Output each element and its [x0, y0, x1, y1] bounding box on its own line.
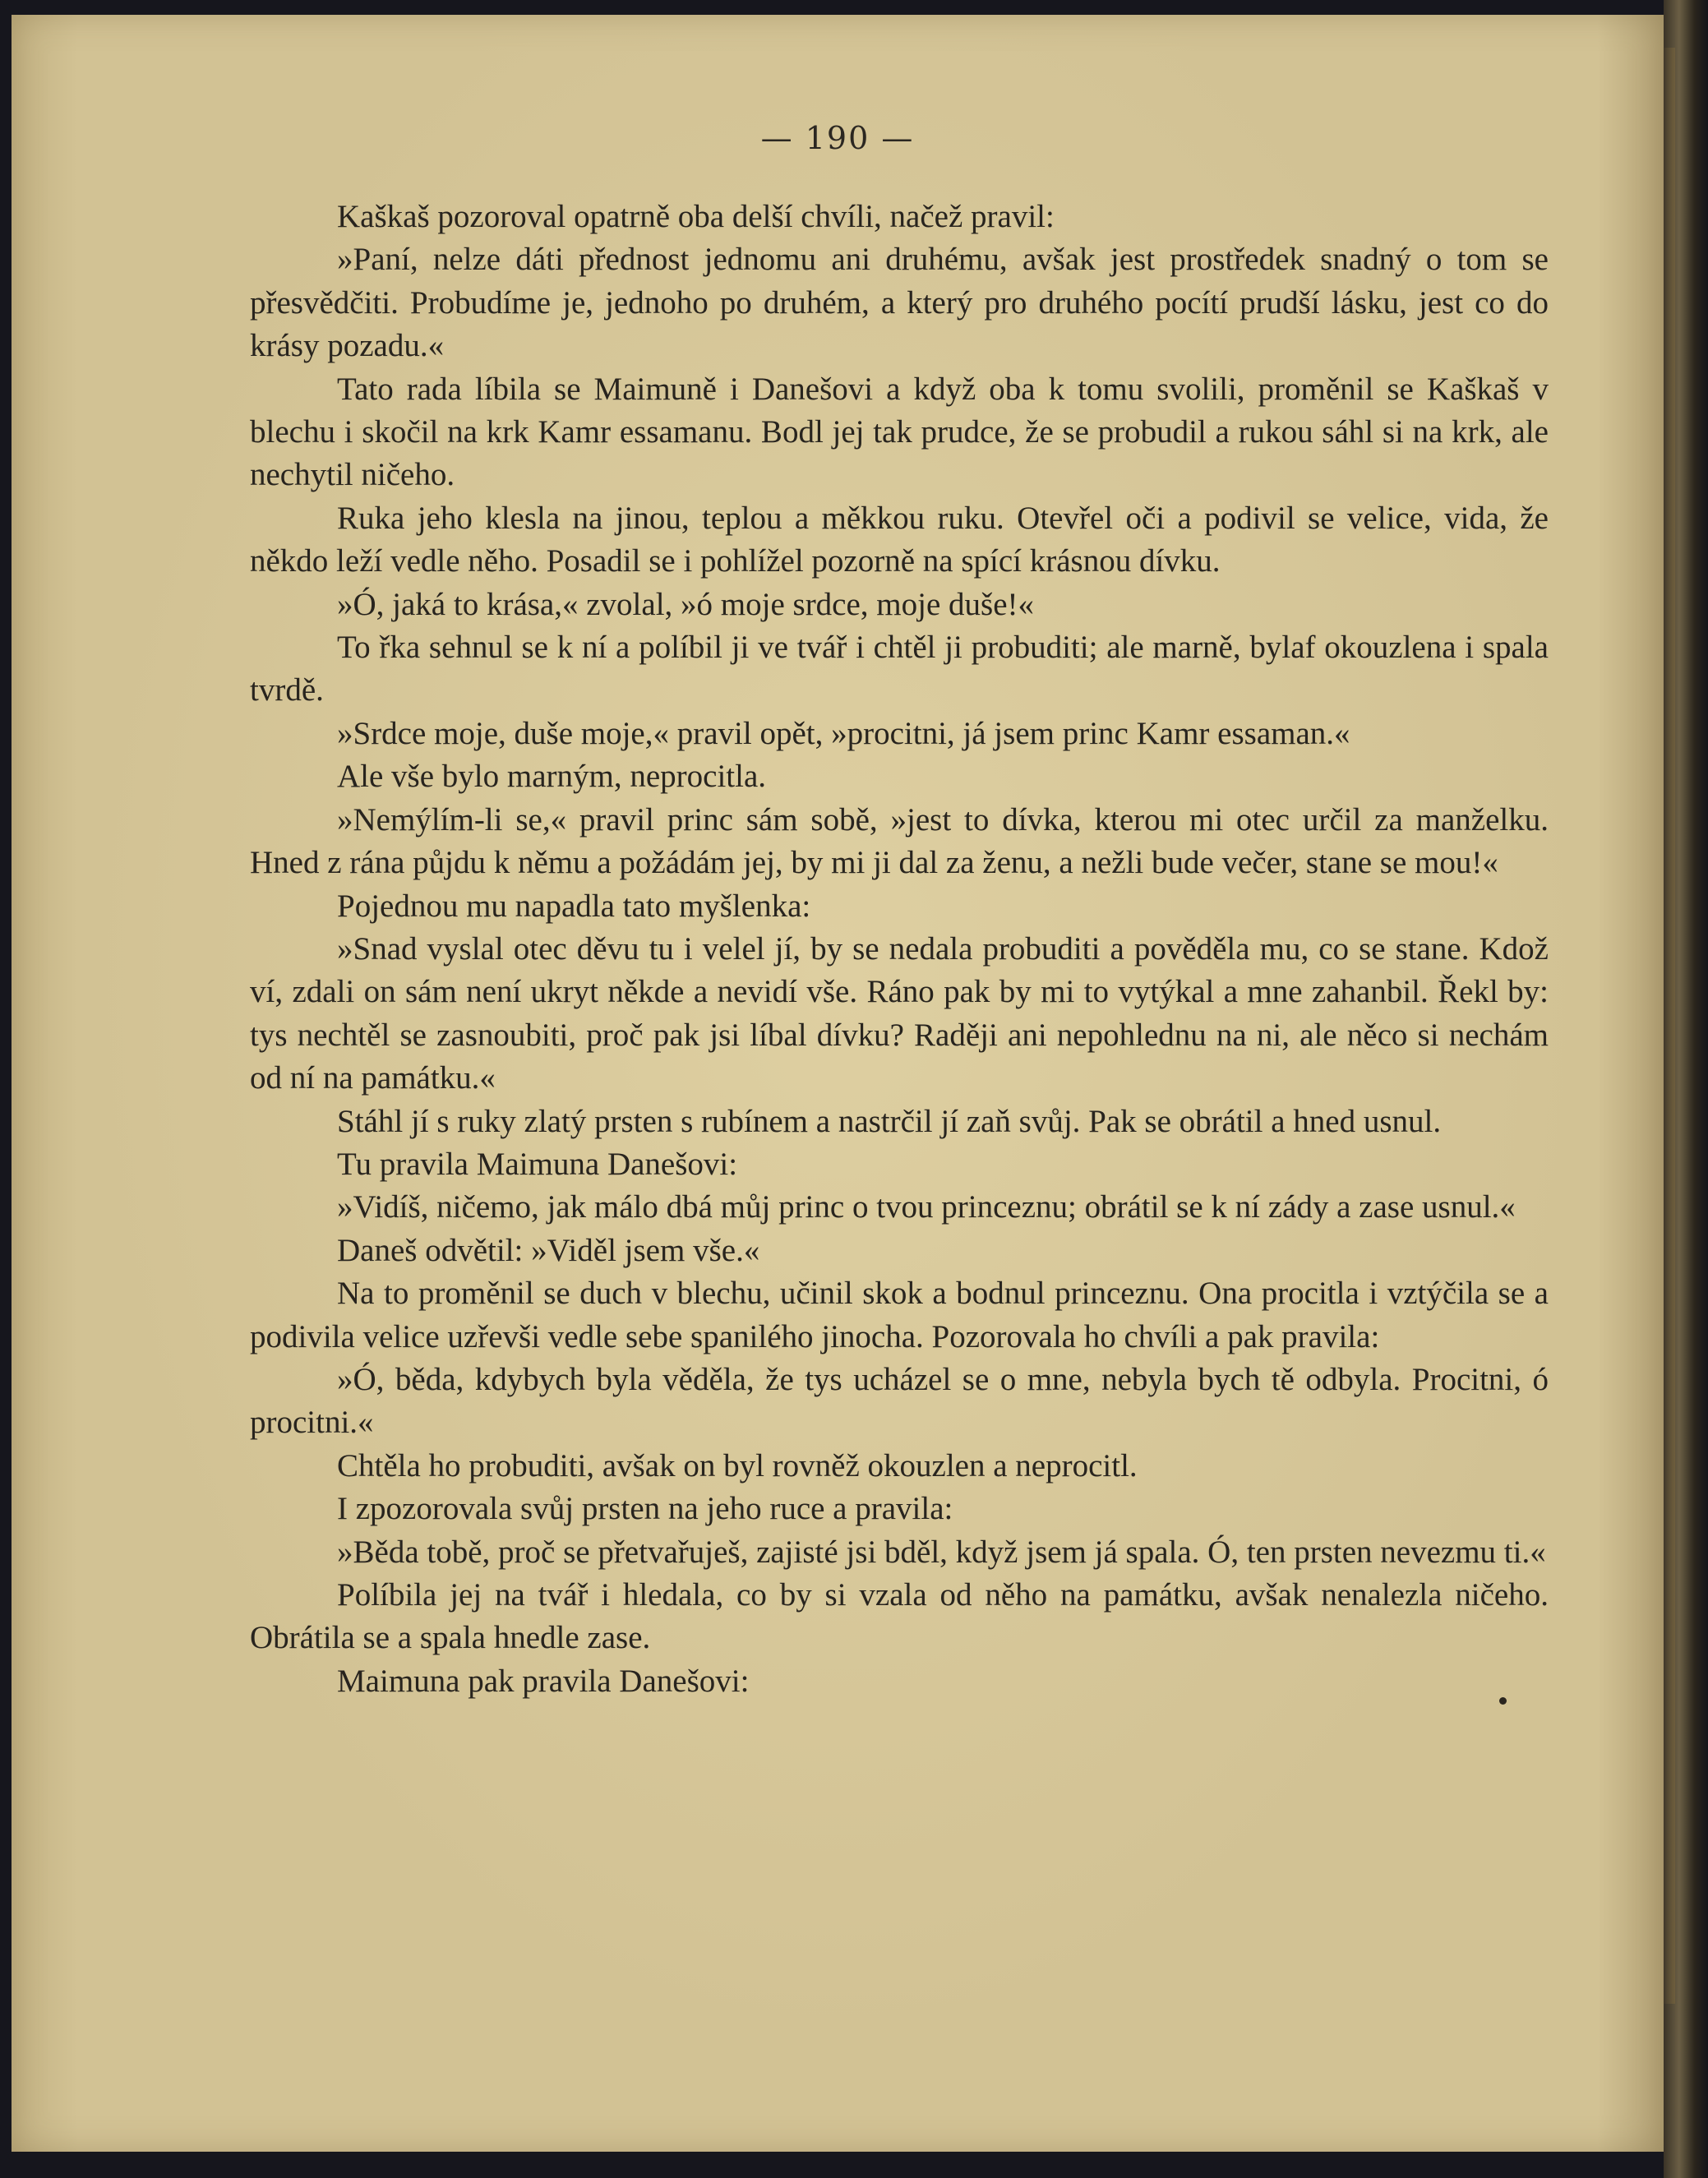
paragraph: Ruka jeho klesla na jinou, teplou a měkkou ruku. Otevřel oči a podivil se velice, vida, že někdo leží vedle něho. Posadil se i pohlížel pozorně na spící krásnou dívku. — [250, 500, 1549, 579]
paragraph: Ale vše bylo marným, neprocitla. — [337, 759, 767, 795]
ink-speck — [1499, 1697, 1507, 1705]
page-gutter-shadow — [1662, 48, 1675, 2004]
paragraph: »Paní, nelze dáti přednost jednomu ani druhému, avšak jest prostředek snadný o tom se přesvědčiti. Probudíme je, jednoho po druhém, a který pro druhého pocítí prudší lásku, jest co do krásy pozadu.« — [250, 242, 1549, 364]
paragraph: »Ó, běda, kdybych byla věděla, že tys ucházel se o mne, nebyla bych tě odbyla. Procitni, ó procitni.« — [250, 1361, 1549, 1441]
book-page — [12, 15, 1664, 2152]
paragraph: »Snad vyslal otec děvu tu i velel jí, by se nedala probuditi a pověděla mu, co se stane. Kdož ví, zdali on sám není ukryt někde a nevidí vše. Ráno pak by mi to vytýkal a mne zahanbil. Řekl by: tys nechtěl se zasnoubiti, proč pak jsi líbal dívku? Raději ani nepohlednu na ni, ale něco si nechám od ní na památku.« — [250, 930, 1549, 1096]
paragraph: Chtěla ho probuditi, avšak on byl rovněž okouzlen a neprocitl. — [337, 1447, 1138, 1484]
paragraph: Maimuna pak pravila Danešovi: — [337, 1663, 750, 1699]
paragraph: Stáhl jí s ruky zlatý prsten s rubínem a nastrčil jí zaň svůj. Pak se obrátil a hned usnul. — [337, 1103, 1442, 1139]
paragraph: »Běda tobě, proč se přetvařuješ, zajisté jsi bděl, když jsem já spala. Ó, ten prsten nevezmu ti.« — [337, 1534, 1546, 1570]
page-number: — 190 — — [760, 120, 915, 156]
paragraph: Daneš odvětil: »Viděl jsem vše.« — [337, 1232, 760, 1268]
page-body-text — [250, 196, 1549, 1703]
paragraph: Tu pravila Maimuna Danešovi: — [337, 1146, 738, 1182]
paragraph: To řka sehnul se k ní a políbil ji ve tvář i chtěl ji probuditi; ale marně, bylaf okouzlena i spala tvrdě. — [250, 630, 1549, 708]
paragraph: »Srdce moje, duše moje,« pravil opět, »procitni, já jsem princ Kamr essaman.« — [337, 715, 1350, 751]
paragraph: I zpozorovala svůj prsten na jeho ruce a pravila: — [337, 1491, 953, 1527]
paragraph: Tato rada líbila se Maimuně i Danešovi a když oba k tomu svolili, proměnil se Kaškaš v blechu i skočil na krk Kamr essamanu. Bodl jej tak prudce, že se probudil a rukou sáhl si na krk, ale nechytil ničeho. — [250, 371, 1549, 493]
paragraph: Kaškaš pozoroval opatrně oba delší chvíli, načež pravil: — [337, 199, 1055, 234]
paragraph: Na to proměnil se duch v blechu, učinil skok a bodnul princeznu. Ona procitla i vztýčila se a podivila velice uzřevši vedle sebe spanilého jinocha. Pozorovala ho chvíli a pak pravila: — [250, 1276, 1549, 1354]
paragraph: Pojednou mu napadla tato myšlenka: — [337, 888, 811, 924]
paragraph: »Vidíš, ničemo, jak málo dbá můj princ o tvou princeznu; obrátil se k ní zády a zase usnul.« — [337, 1189, 1516, 1225]
paragraph: Políbila jej na tvář i hledala, co by si vzala od něho na památku, avšak nenalezla ničeho. Obrátila se a spala hnedle zase. — [250, 1577, 1549, 1656]
paragraph: »Nemýlím-li se,« pravil princ sám sobě, »jest to dívka, kterou mi otec určil za manželku. Hned z rána půjdu k němu a požádám jej, by mi ji dal za ženu, a nežli bude večer, stane se mou!« — [250, 801, 1549, 881]
paragraph: »Ó, jaká to krása,« zvolal, »ó moje srdce, moje duše!« — [337, 586, 1035, 622]
